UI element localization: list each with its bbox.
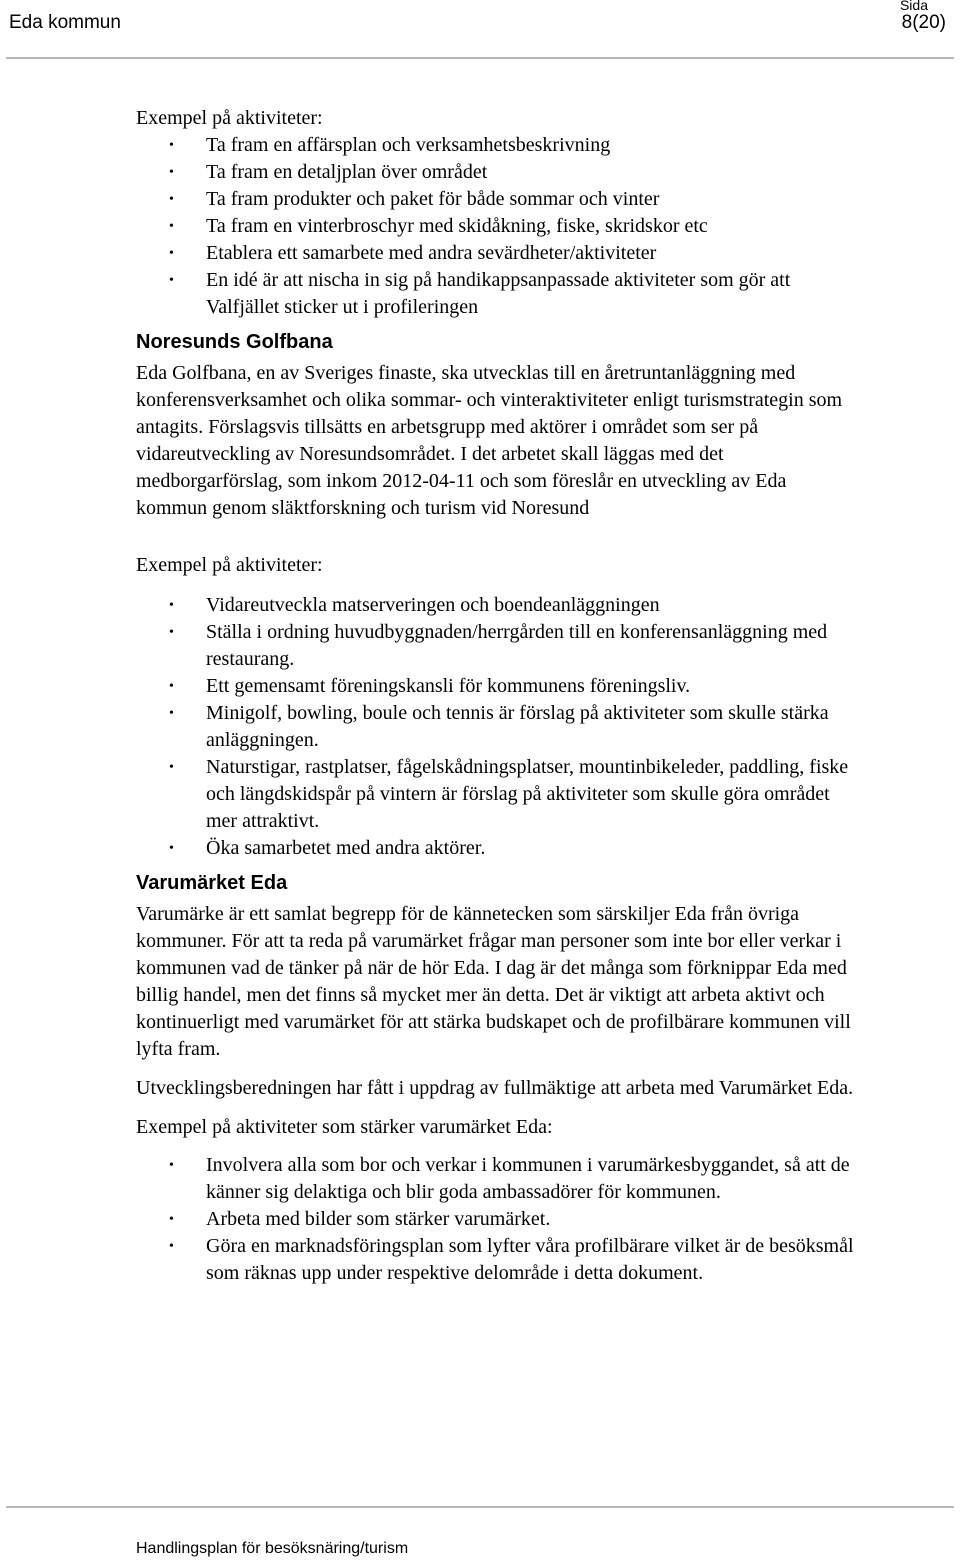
footer-divider [6, 1506, 954, 1508]
section-heading-golf: Noresunds Golfbana [136, 331, 333, 353]
golf-paragraph: Eda Golfbana, en av Sveriges finaste, ska utvecklas till en åretruntanläggning med konferensverksamhet och olika sommar- och vinteraktiviteter enligt turismstrategin som antagits. Förslagsvis tillsätts en arbetsgrupp med aktörer i området som ser på vidareutveckling av Noresundsområdet. I det arbetet skall läggas med det medborgarförslag, som inkom 2012-04-11 och som föreslår en utveckling av Eda kommun genom släktforskning och turism vid Noresund [136, 362, 843, 519]
list-item: • Ta fram en detaljplan över området [136, 159, 856, 186]
list-item: • Ta fram en vinterbroschyr med skidåkning, fiske, skridskor etc [136, 213, 856, 240]
header-divider [6, 57, 954, 59]
list-item: • Etablera ett samarbete med andra sevärdheter/aktiviteter [136, 240, 856, 267]
golf-activities-list [136, 592, 856, 862]
list-item: • Ställa i ordning huvudbyggnaden/herrgården till en konferensanläggning med restaurang. [136, 619, 856, 673]
list-item: • Vidareutveckla matserveringen och boendeanläggningen [136, 592, 856, 619]
list-item: • Ta fram en affärsplan och verksamhetsbeskrivning [136, 132, 856, 159]
brand-activities-intro: Exempel på aktiviteter som stärker varumärket Eda: [136, 1116, 553, 1138]
list-item: • Göra en marknadsföringsplan som lyfter våra profilbärare vilket är de besöksmål som räknas upp under respektive delområde i detta dokument. [136, 1233, 856, 1287]
list-item: • Ett gemensamt föreningskansli för kommunens föreningsliv. [136, 673, 856, 700]
page-number: 8(20) [901, 12, 946, 33]
brand-paragraph-1: Varumärke är ett samlat begrepp för de kännetecken som särskiljer Eda från övriga kommuner. För att ta reda på varumärket frågar man personer som inte bor eller verkar i kommunen vad de tänker på när de hör Eda. I dag är det många som förknippar Eda med billig handel, men det finns så mycket mer än detta. Det är viktigt att arbeta aktivt och kontinuerligt med varumärket för att stärka budskapet och de profilbärare kommunen vill lyfta fram. [136, 903, 851, 1060]
section-heading-brand: Varumärket Eda [136, 872, 288, 894]
brand-paragraph-2: Utvecklingsberedningen har fått i uppdrag av fullmäktige att arbeta med Varumärket Eda. [136, 1077, 854, 1099]
brand-activities-list [136, 1152, 856, 1287]
activities-list [136, 132, 856, 321]
organization-name: Eda kommun [9, 12, 121, 33]
list-item: • En idé är att nischa in sig på handikappsanpassade aktiviteter som gör att Valfjället sticker ut i profileringen [136, 267, 856, 321]
document-body [136, 105, 856, 1287]
page-label: Sida [899, 0, 928, 13]
golf-activities-intro: Exempel på aktiviteter: [136, 554, 323, 576]
list-item: • Arbeta med bilder som stärker varumärket. [136, 1206, 856, 1233]
list-item: • Minigolf, bowling, boule och tennis är förslag på aktiviteter som skulle stärka anläggningen. [136, 700, 856, 754]
footer-title: Handlingsplan för besöksnäring/turism [136, 1540, 409, 1557]
list-item: • Involvera alla som bor och verkar i kommunen i varumärkesbyggandet, så att de känner sig delaktiga och blir goda ambassadörer för kommunen. [136, 1152, 856, 1206]
activities-intro: Exempel på aktiviteter: [136, 107, 323, 129]
list-item: • Naturstigar, rastplatser, fågelskådningsplatser, mountinbikeleder, paddling, fiske och längdskidspår på vintern är förslag på aktiviteter som skulle göra området mer attraktivt. [136, 754, 856, 835]
list-item: • Ta fram produkter och paket för både sommar och vinter [136, 186, 856, 213]
list-item: • Öka samarbetet med andra aktörer. [136, 835, 856, 862]
